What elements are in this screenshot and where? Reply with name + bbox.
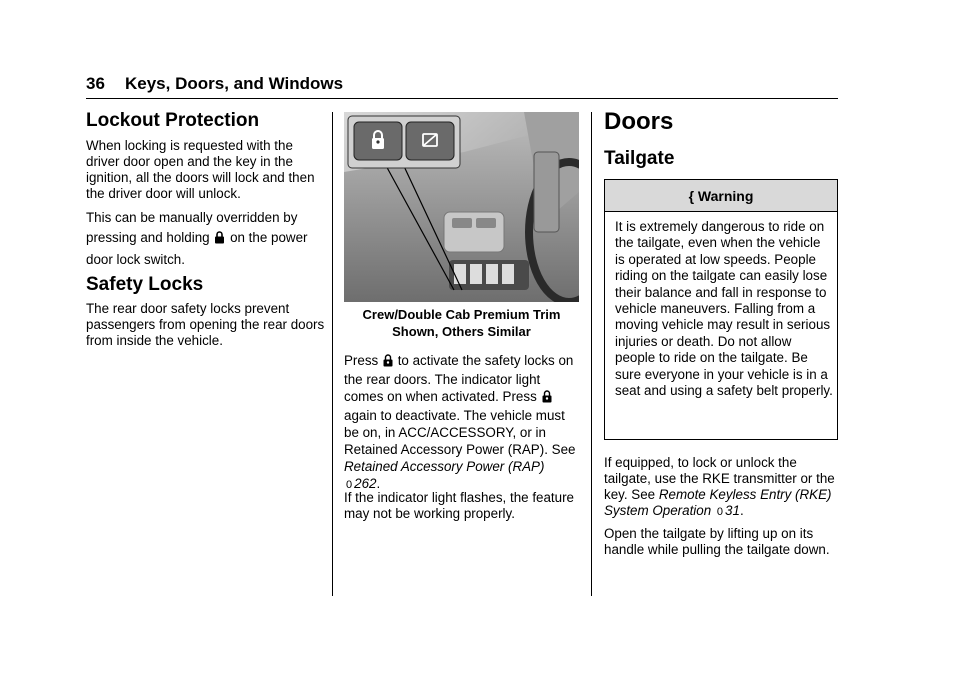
child-lock-icon xyxy=(383,354,393,371)
column-divider-2 xyxy=(591,112,592,596)
warning-header xyxy=(605,180,837,212)
lockout-heading: Lockout Protection xyxy=(86,110,260,131)
warning-text: It is extremely dangerous to ride on the tailgate, even when the vehicle is operated at low speeds. People riding on the tailgate can easily lose their balance and fall in response to vehicle maneuvers. Falling from a moving vehicle may result in serious injuries or death. Do not allow people to ride on the tailgate. Be sure everyone in your vehicle is in a seat and using a safety belt properly. xyxy=(615,219,833,399)
page-ref-icon: 0 xyxy=(346,479,353,491)
warning-title: Warning xyxy=(697,188,754,204)
equip-text: If equipped, to lock or unlock the tailgate, use the RKE transmitter or the key. See xyxy=(604,455,835,502)
lockout-paragraph: When locking is requested with the driver door open and the key in the ignition, all the doors will lock and then the driver door will unlock. xyxy=(86,138,315,201)
rap-period: . xyxy=(376,476,381,491)
rap-page-ref[interactable]: 262 xyxy=(354,476,377,491)
rke-link[interactable]: Remote Keyless Entry (RKE) System Operation xyxy=(604,487,832,518)
section-title: Keys, Doors, and Windows xyxy=(125,74,344,93)
window-lockout-icon xyxy=(422,130,438,155)
column-divider-1 xyxy=(332,112,333,596)
rap-link[interactable]: Retained Accessory Power (RAP) xyxy=(344,459,545,474)
warning-box xyxy=(604,179,838,440)
header-divider xyxy=(86,98,838,99)
door-panel-photo xyxy=(344,112,579,302)
doors-heading: Doors xyxy=(604,108,674,135)
tailgate-heading: Tailgate xyxy=(604,148,675,169)
tailgate-lock-paragraph xyxy=(604,455,840,520)
child-lock-icon xyxy=(542,390,552,407)
override-text-after: on the power door lock switch. xyxy=(86,230,308,267)
warning-icon: { xyxy=(688,188,695,204)
press-text-1-after: to activate the safety locks on the rear doors. The indicator light comes on when activated. Press xyxy=(344,353,574,404)
rke-page-ref[interactable]: 31 xyxy=(725,503,740,518)
safety-locks-paragraph: The rear door safety locks prevent passengers from opening the rear doors from inside the vehicle. xyxy=(86,301,325,348)
press-text-1: Press xyxy=(344,353,379,368)
caption-line-2: Shown, Others Similar xyxy=(392,324,531,339)
indicator-flash-paragraph: If the indicator light flashes, the feature may not be working properly. xyxy=(344,490,575,521)
lock-icon xyxy=(214,230,225,250)
photo-caption xyxy=(344,306,579,340)
safety-lock-instructions xyxy=(344,352,582,494)
caption-line-1: Crew/Double Cab Premium Trim xyxy=(362,307,561,322)
press-text-2-after: again to deactivate. The vehicle must be on, in ACC/ACCESSORY, or in Retained Accessory Power (RAP). See xyxy=(344,408,576,457)
safety-locks-heading: Safety Locks xyxy=(86,274,204,295)
rke-period: . xyxy=(739,503,744,518)
override-text-before: This can be manually overridden by pressing and holding xyxy=(86,210,298,245)
page-number: 36 xyxy=(86,74,105,93)
override-paragraph xyxy=(86,208,326,270)
tailgate-open-paragraph: Open the tailgate by lifting up on its handle while pulling the tailgate down. xyxy=(604,526,830,557)
child-lock-icon xyxy=(370,130,386,155)
page-ref-icon: 0 xyxy=(716,506,724,518)
